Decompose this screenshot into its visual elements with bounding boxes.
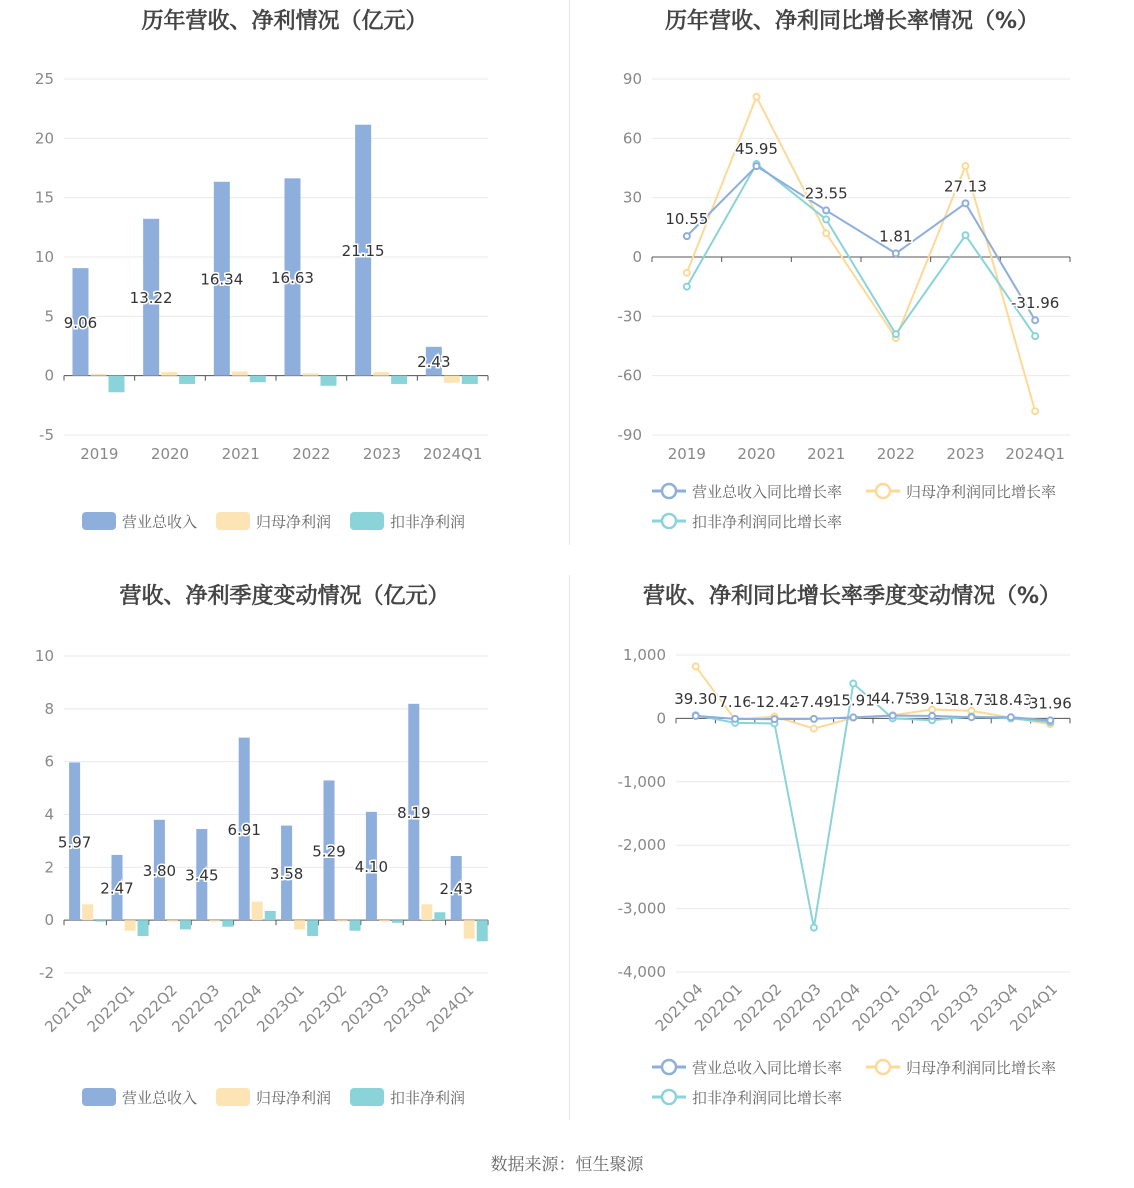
- data-label: 5.97: [57, 833, 92, 852]
- data-label: 18.73: [950, 691, 993, 710]
- x-tick-label: 2024Q1: [422, 445, 483, 463]
- data-point: [893, 250, 899, 256]
- legend-label: 归母净利润同比增长率: [906, 483, 1057, 501]
- bar-deducted: [350, 920, 361, 931]
- data-point: [963, 200, 969, 206]
- legend-label: 营业总收入同比增长率: [692, 483, 843, 501]
- data-label: 5.29: [312, 842, 346, 861]
- bar-netprofit: [444, 376, 460, 383]
- y-tick-label: 8: [44, 699, 54, 718]
- legend-swatch: [216, 1088, 250, 1106]
- bar-deducted: [462, 376, 478, 384]
- x-tick-label: 2021: [221, 445, 260, 463]
- y-tick-label: 0: [44, 911, 54, 930]
- x-tick-label: 2020: [737, 445, 776, 463]
- legend-marker: [662, 514, 676, 528]
- x-tick-label: 2021: [807, 445, 846, 463]
- data-label: 3.45: [185, 866, 219, 885]
- y-tick-label: -5: [39, 426, 54, 444]
- data-label: 8.19: [397, 803, 431, 822]
- legend-label: 营业总收入: [122, 1089, 198, 1107]
- annual-bar-title: 历年营收、净利情况（亿元）: [141, 9, 428, 34]
- bar-netprofit: [464, 920, 475, 938]
- x-tick-label: 2023Q2: [888, 980, 943, 1035]
- bar-netprofit: [421, 904, 432, 920]
- data-label: 3.80: [142, 861, 177, 880]
- data-label: 27.13: [944, 177, 987, 196]
- bar-deducted: [179, 376, 195, 384]
- x-tick-label: 2023Q1: [848, 980, 904, 1035]
- legend-label: 扣非净利润: [390, 1089, 466, 1107]
- x-tick-label: 2022Q4: [809, 980, 865, 1035]
- bar-netprofit: [302, 373, 318, 375]
- legend-label: 归母净利润同比增长率: [906, 1059, 1057, 1077]
- data-point: [969, 714, 975, 720]
- data-point: [693, 663, 699, 669]
- x-tick-label: 2022Q2: [730, 980, 786, 1035]
- y-tick-label: -90: [617, 426, 642, 444]
- data-point: [823, 207, 829, 213]
- bar-deducted: [391, 376, 407, 384]
- data-point: [811, 716, 817, 722]
- data-label: 31.96: [1028, 694, 1072, 713]
- y-tick-label: 6: [44, 752, 54, 771]
- data-point: [893, 331, 899, 337]
- data-source: 数据来源：恒生聚源: [490, 1155, 644, 1175]
- bar-deducted: [138, 920, 149, 936]
- x-tick-label: 2024Q1: [422, 981, 478, 1036]
- data-label: 1.81: [879, 227, 913, 246]
- x-tick-label: 2023Q3: [338, 981, 393, 1036]
- x-tick-label: 2023: [362, 445, 402, 463]
- data-point: [684, 270, 690, 276]
- x-tick-label: 2022Q1: [691, 980, 746, 1035]
- y-tick-label: 2: [44, 858, 54, 877]
- data-point: [811, 925, 817, 931]
- data-point: [811, 726, 817, 732]
- x-tick-label: 2022Q3: [168, 981, 224, 1036]
- bar-deducted: [392, 920, 403, 923]
- bar-netprofit: [294, 920, 305, 929]
- x-tick-label: 2019: [667, 445, 706, 463]
- y-tick-label: -3,000: [617, 899, 666, 918]
- data-point: [732, 716, 738, 722]
- data-point: [850, 714, 856, 720]
- x-tick-label: 2023Q3: [927, 980, 983, 1035]
- x-tick-label: 2022: [876, 445, 915, 463]
- legend-marker: [876, 1060, 890, 1074]
- legend-swatch: [82, 1088, 116, 1106]
- legend-marker: [662, 1090, 676, 1104]
- legend-swatch: [350, 1088, 384, 1106]
- data-point: [823, 230, 829, 236]
- data-label: -7.49: [794, 692, 834, 711]
- legend-marker: [876, 484, 890, 498]
- x-tick-label: 2023Q2: [295, 981, 351, 1036]
- legend-label: 扣非净利润: [390, 513, 466, 531]
- data-label: 2.47: [100, 879, 134, 898]
- x-tick-label: 2024Q1: [1005, 445, 1065, 463]
- data-point: [1047, 717, 1053, 723]
- bar-netprofit: [232, 372, 248, 376]
- x-tick-label: 2019: [80, 445, 119, 463]
- y-tick-label: -2: [39, 964, 54, 982]
- annual-bar-panel: [0, 0, 569, 545]
- data-label: 7.16: [718, 692, 752, 711]
- bar-deducted: [477, 920, 488, 941]
- x-tick-label: 2022Q1: [83, 981, 139, 1036]
- legend-swatch: [216, 512, 250, 530]
- data-label: 9.06: [63, 313, 98, 332]
- bar-netprofit: [373, 372, 389, 376]
- legend-label: 归母净利润: [256, 513, 332, 531]
- data-label: 13.22: [129, 289, 173, 308]
- legend-label: 归母净利润: [256, 1089, 332, 1107]
- y-tick-label: 25: [34, 70, 54, 88]
- bar-deducted: [222, 920, 233, 927]
- y-tick-label: -30: [617, 307, 642, 326]
- bar-netprofit: [167, 920, 178, 921]
- bar-netprofit: [209, 920, 220, 921]
- data-point: [772, 716, 778, 722]
- data-label: 6.91: [227, 820, 261, 839]
- data-point: [684, 284, 690, 290]
- y-tick-label: 10: [34, 248, 54, 266]
- bar-deducted: [95, 920, 106, 921]
- data-point: [1008, 714, 1014, 720]
- data-point: [963, 163, 969, 169]
- divider-bottom: [569, 575, 570, 1120]
- data-point: [754, 94, 760, 100]
- legend-swatch: [350, 512, 384, 530]
- bar-netprofit: [161, 372, 177, 376]
- bar-deducted: [434, 912, 445, 920]
- annual-line-chart: [570, 0, 1134, 545]
- legend-label: 营业总收入同比增长率: [692, 1059, 843, 1077]
- legend-marker: [662, 484, 676, 498]
- quarterly-line-chart: [570, 575, 1134, 1120]
- x-tick-label: 2022Q2: [126, 981, 181, 1036]
- bar-netprofit: [379, 920, 390, 921]
- data-label: 18.43: [989, 691, 1033, 710]
- data-point: [963, 232, 969, 238]
- annual-line-title: 历年营收、净利同比增长率情况（%）: [664, 9, 1040, 34]
- data-point: [850, 681, 856, 687]
- y-tick-label: 4: [44, 805, 54, 824]
- data-point: [754, 163, 760, 169]
- bar-netprofit: [125, 920, 136, 931]
- bar-deducted: [250, 376, 266, 383]
- data-label: 10.55: [665, 210, 709, 229]
- data-label: 39.30: [674, 689, 718, 708]
- bar-netprofit: [90, 374, 106, 376]
- data-point: [929, 713, 935, 719]
- legend-marker: [662, 1060, 676, 1074]
- y-tick-label: 90: [622, 70, 642, 88]
- data-point: [1032, 317, 1038, 323]
- legend-label: 扣非净利润同比增长率: [692, 1089, 843, 1107]
- x-tick-label: 2022Q4: [210, 981, 266, 1036]
- data-label: 16.34: [200, 270, 244, 289]
- data-label: 21.15: [341, 242, 385, 261]
- data-label: -12.42: [750, 693, 799, 712]
- x-tick-label: 2023: [946, 445, 985, 463]
- data-label: 45.95: [735, 140, 778, 159]
- legend-label: 扣非净利润同比增长率: [692, 513, 843, 531]
- y-tick-label: -1,000: [617, 772, 666, 791]
- y-tick-label: -2,000: [617, 836, 666, 855]
- x-tick-label: 2021Q4: [41, 981, 97, 1036]
- data-label: 2.43: [439, 880, 473, 899]
- x-tick-label: 2022: [292, 445, 331, 463]
- bar-deducted: [320, 376, 336, 386]
- y-tick-label: 1,000: [623, 646, 666, 664]
- bar-deducted: [180, 920, 191, 929]
- data-label: 44.75: [871, 689, 915, 708]
- x-tick-label: 2024Q1: [1006, 980, 1062, 1035]
- data-label: 3.58: [269, 864, 304, 883]
- x-tick-label: 2023Q1: [253, 981, 309, 1036]
- data-label: 2.43: [417, 353, 451, 372]
- data-point: [693, 713, 699, 719]
- y-tick-label: -60: [617, 366, 642, 385]
- y-tick-label: 20: [34, 129, 54, 148]
- data-point: [890, 713, 896, 719]
- legend-swatch: [82, 512, 116, 530]
- y-tick-label: 0: [632, 248, 642, 266]
- y-tick-label: 60: [622, 129, 642, 148]
- legend-label: 营业总收入: [122, 513, 198, 531]
- quarterly-bar-title: 营收、净利季度变动情况（亿元）: [119, 584, 450, 609]
- y-tick-label: 0: [656, 709, 666, 728]
- bar-deducted: [265, 911, 276, 920]
- x-tick-label: 2023Q4: [966, 980, 1022, 1035]
- data-label: 15.91: [831, 691, 875, 710]
- y-tick-label: 0: [44, 366, 54, 385]
- data-point: [1032, 408, 1038, 414]
- bar-netprofit: [82, 904, 93, 920]
- data-label: 39.13: [910, 689, 954, 708]
- bar-deducted: [108, 376, 124, 393]
- bar-deducted: [307, 920, 318, 936]
- quarterly-bar-panel: [0, 575, 569, 1120]
- bar-netprofit: [337, 920, 348, 921]
- data-point: [684, 233, 690, 239]
- bar-netprofit: [252, 902, 263, 920]
- annual-bar-chart: [0, 0, 569, 545]
- data-point: [1032, 333, 1038, 339]
- x-tick-label: 2022Q3: [769, 980, 825, 1035]
- data-label: 23.55: [804, 184, 848, 203]
- data-label: 4.10: [354, 858, 389, 877]
- quarterly-bar-chart: [0, 575, 569, 1120]
- data-point: [823, 216, 829, 222]
- x-tick-label: 2023Q4: [380, 981, 436, 1036]
- y-tick-label: 10: [34, 647, 54, 665]
- y-tick-label: 15: [34, 188, 54, 207]
- y-tick-label: 30: [622, 188, 642, 207]
- data-label: 16.63: [271, 268, 314, 287]
- data-label: -31.96: [1010, 294, 1060, 313]
- quarterly-line-panel: [570, 575, 1134, 1120]
- divider-top: [569, 0, 570, 545]
- y-tick-label: 5: [44, 307, 54, 326]
- y-tick-label: -4,000: [617, 963, 666, 981]
- annual-line-panel: [570, 0, 1134, 545]
- x-tick-label: 2020: [150, 445, 190, 463]
- x-tick-label: 2021Q4: [651, 980, 707, 1035]
- quarterly-line-title: 营收、净利同比增长率季度变动情况（%）: [642, 584, 1062, 609]
